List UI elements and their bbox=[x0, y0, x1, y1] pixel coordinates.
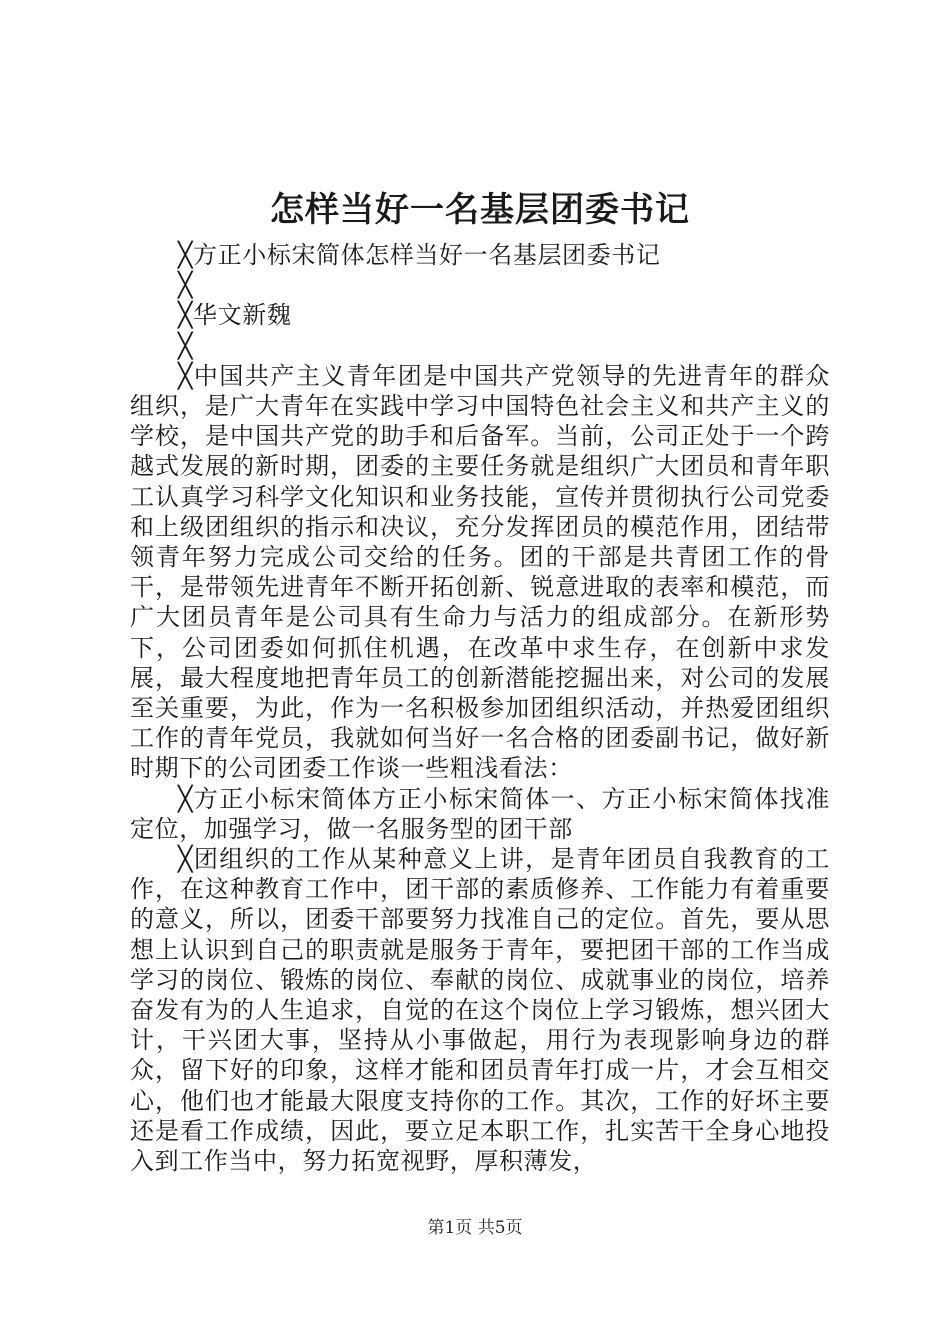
document-body bbox=[130, 240, 830, 1176]
paragraph: ╳华文新魏 bbox=[178, 301, 292, 330]
document-page bbox=[130, 182, 830, 1176]
paragraph: ╳方正小标宋简体方正小标宋简体一、方正小标宋简体找准定位，加强学习，做一名服务型的团干部 bbox=[130, 784, 830, 843]
document-title: 怎样当好一名基层团委书记 bbox=[270, 190, 690, 230]
paragraph: ╳方正小标宋简体怎样当好一名基层团委书记 bbox=[178, 241, 661, 269]
paragraph: ╳团组织的工作从某种意义上讲，是青年团员自我教育的工作，在这种教育工作中，团干部的素质修养、工作能力有着重要的意义，所以，团委干部要努力找准自己的定位。首先，要从思想上认识到自己的职责就是服务于青年，要把团干部的工作当成学习的岗位、锻炼的岗位、奉献的岗位、成就事业的岗位，培养奋发有为的人生追求，自觉的在这个岗位上学习锻炼，想兴团大计，干兴团大事，坚持从小事做起，用行为表现影响身边的群众，留下好的印象，这样才能和团员青年打成一片，才会互相交心，他们也才能最大限度支持你的工作。其次，工作的好坏主要还是看工作成绩，因此，要立足本职工作，扎实苦干全身心地投入到工作当中，努力拓宽视野，厚积薄发， bbox=[130, 845, 830, 1176]
paragraph: ╳ bbox=[178, 271, 194, 300]
page-footer: 第1页 共5页 bbox=[427, 1218, 523, 1238]
paragraph: ╳ bbox=[178, 331, 194, 360]
paragraph: ╳中国共产主义青年团是中国共产党领导的先进青年的群众组织，是广大青年在实践中学习中国特色社会主义和共产主义的学校，是中国共产党的助手和后备军。当前，公司正处于一个跨越式发展的新时期，团委的主要任务就是组织广大团员和青年职工认真学习科学文化知识和业务技能，宣传并贯彻执行公司党委和上级团组织的指示和决议，充分发挥团员的模范作用，团结带领青年努力完成公司交给的任务。团的干部是共青团工作的骨干，是带领先进青年不断开拓创新、锐意进取的表率和模范，而广大团员青年是公司具有生命力与活力的组成部分。在新形势下，公司团委如何抓住机遇，在改革中求生存，在创新中求发展，最大程度地把青年员工的创新潜能挖掘出来，对公司的发展至关重要，为此，作为一名积极参加团组织活动，并热爱团组织工作的青年党员，我就如何当好一名合格的团委副书记，做好新时期下的公司团委工作谈一些粗浅看法： bbox=[130, 361, 830, 783]
